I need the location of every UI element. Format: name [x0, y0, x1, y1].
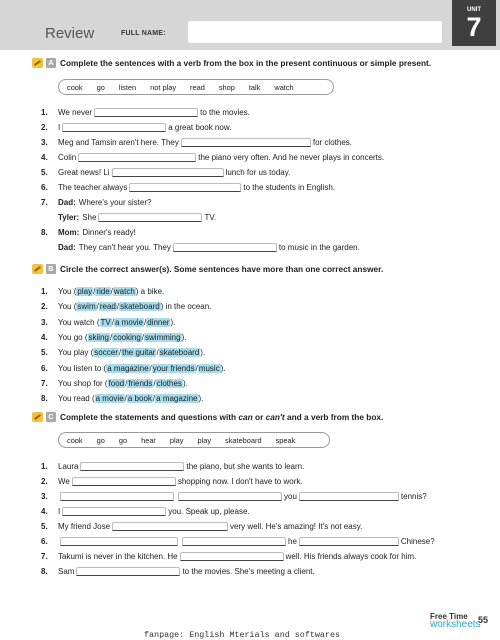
word-box-item: play	[169, 435, 184, 445]
list-item	[41, 520, 363, 531]
instruction-text: Complete the statements and questions with	[60, 412, 239, 422]
answer-option[interactable]: a magazine	[107, 364, 149, 373]
list-item	[41, 475, 303, 486]
sentence-text: You listen to (	[58, 364, 107, 373]
list-item	[41, 550, 417, 561]
item-number: 1.	[41, 287, 48, 296]
list-item	[41, 331, 187, 342]
speaker-label: Mom:	[58, 228, 80, 237]
item-number: 8.	[41, 228, 48, 237]
answer-blank[interactable]	[98, 213, 202, 222]
answer-blank[interactable]	[178, 492, 282, 501]
word-box-item: listen	[118, 82, 137, 92]
option-separator: /	[116, 302, 120, 311]
item-number: 1.	[41, 462, 48, 471]
sentence-text: ) a bike.	[135, 287, 165, 296]
answer-blank[interactable]	[72, 477, 176, 486]
answer-option[interactable]: skiing	[88, 333, 109, 342]
sentence-text: to the movies. She's meeting a client.	[182, 567, 315, 576]
answer-blank[interactable]	[299, 492, 399, 501]
list-item	[41, 151, 385, 162]
list-item	[41, 392, 204, 403]
word-box-item: read	[190, 82, 205, 92]
list-item	[41, 136, 352, 147]
sentence-text: ).	[220, 364, 226, 373]
sentence-text: to the movies.	[200, 108, 250, 117]
answer-blank[interactable]	[181, 138, 311, 147]
list-item	[41, 490, 427, 501]
option-separator: /	[152, 394, 156, 403]
word-box-item: cook	[67, 435, 83, 445]
answer-blank[interactable]	[62, 507, 166, 516]
sentence-text: You play (	[58, 348, 94, 357]
list-item	[41, 285, 165, 296]
answer-option[interactable]: music	[198, 364, 220, 373]
option-separator: /	[156, 348, 159, 357]
sentence-text: I	[58, 507, 61, 516]
instruction-text: and a verb from the box.	[284, 412, 384, 422]
word-box-item: not play	[150, 82, 177, 92]
item-number: 5.	[41, 168, 48, 177]
sentence-text: a great book now.	[168, 123, 232, 132]
sentence-text: My friend Jose	[58, 522, 111, 531]
list-item	[41, 196, 152, 207]
brand-name: Free Time	[430, 612, 468, 621]
list-item	[41, 362, 226, 373]
answer-blank[interactable]	[62, 123, 166, 132]
answer-option[interactable]: friends	[128, 379, 153, 388]
page-number: 55	[478, 615, 489, 625]
pencil-icon	[32, 264, 43, 274]
section-b-heading	[32, 264, 383, 274]
sentence-text: Dinner's ready!	[82, 228, 136, 237]
section-c-heading	[32, 412, 383, 422]
answer-option[interactable]: ride	[96, 287, 110, 296]
list-item	[58, 241, 360, 252]
sentence-text: You shop for (	[58, 379, 108, 388]
list-item	[58, 211, 216, 222]
option-separator: /	[93, 287, 96, 296]
option-separator: /	[118, 348, 122, 357]
item-number: 1.	[41, 108, 48, 117]
answer-option[interactable]: clothes	[156, 379, 182, 388]
sentence-text: We never	[58, 108, 93, 117]
list-item	[41, 226, 136, 237]
item-number: 2.	[41, 302, 48, 311]
word-box-item: cook	[67, 82, 83, 92]
sentence-text: to music in the garden.	[278, 243, 360, 252]
word-box-item: go	[118, 435, 128, 445]
word-box-item: speak	[275, 435, 296, 445]
list-item	[41, 166, 291, 177]
answer-blank[interactable]	[182, 537, 286, 546]
sentence-text: tennis?	[400, 492, 427, 501]
sentence-text: We	[58, 477, 70, 486]
answer-blank[interactable]	[180, 552, 284, 561]
sentence-text: She	[82, 213, 97, 222]
option-separator: /	[111, 318, 114, 327]
sentence-text: he	[288, 537, 297, 546]
word-box-item: shop	[218, 82, 235, 92]
list-item	[41, 121, 232, 132]
list-item	[41, 316, 176, 327]
sentence-text: ).	[170, 318, 176, 327]
sentence-text: I	[58, 123, 61, 132]
fanpage-note: fanpage: English Mterials and softwares	[144, 630, 341, 640]
item-number: 2.	[41, 477, 48, 486]
option-separator: /	[195, 364, 198, 373]
item-number: 3.	[41, 318, 48, 327]
word-box-item: go	[96, 435, 105, 445]
sentence-text: You watch (	[58, 318, 100, 327]
answer-option[interactable]: read	[99, 302, 116, 311]
item-number: 7.	[41, 198, 48, 207]
item-number: 5.	[41, 348, 48, 357]
sentence-text: ).	[198, 394, 204, 403]
brand-sub: worksheets	[430, 619, 481, 630]
item-number: 8.	[41, 567, 48, 576]
list-item	[41, 377, 188, 388]
section-c-letter: C	[46, 412, 56, 422]
section-a-word-box	[58, 79, 334, 95]
answer-option[interactable]: skateboard	[159, 348, 200, 357]
section-a-letter: A	[46, 58, 56, 68]
sentence-text: You (	[58, 302, 77, 311]
option-separator: /	[110, 287, 113, 296]
sentence-text: You read (	[58, 394, 95, 403]
item-number: 3.	[41, 492, 48, 501]
sentence-text: shopping now. I don't have to work.	[177, 477, 303, 486]
answer-option[interactable]: the guitar	[122, 348, 156, 357]
item-number: 6.	[41, 183, 48, 192]
full-name-label: FULL NAME:	[121, 30, 166, 37]
answer-option[interactable]: cooking	[113, 333, 141, 342]
answer-blank[interactable]	[299, 537, 399, 546]
answer-option[interactable]: a magazine	[156, 394, 198, 403]
sentence-text: You go (	[58, 333, 88, 342]
answer-option[interactable]: play	[77, 287, 93, 296]
page-title: Review	[45, 25, 95, 42]
answer-blank[interactable]	[80, 462, 184, 471]
section-c-instruction	[60, 412, 383, 422]
option-separator: /	[153, 379, 156, 388]
answer-option[interactable]: a book	[127, 394, 152, 403]
sentence-text: ) in the ocean.	[160, 302, 212, 311]
list-item	[41, 535, 435, 546]
answer-option[interactable]: dinner	[147, 318, 170, 327]
pencil-icon	[32, 412, 43, 422]
sentence-text: They can't hear you. They	[78, 243, 171, 252]
answer-option[interactable]: your friends	[152, 364, 195, 373]
sentence-text: you. Speak up, please.	[168, 507, 250, 516]
instruction-cant: can't	[265, 412, 285, 422]
list-item	[41, 106, 250, 117]
answer-option[interactable]: skateboard	[120, 302, 160, 311]
item-number: 4.	[41, 507, 48, 516]
answer-blank[interactable]	[129, 183, 241, 192]
answer-blank[interactable]	[94, 108, 198, 117]
sentence-text: Chinese?	[400, 537, 435, 546]
brand-logo	[430, 612, 481, 630]
word-box-item: play	[197, 435, 212, 445]
option-separator: /	[124, 394, 127, 403]
list-item	[41, 460, 305, 471]
option-separator: /	[125, 379, 128, 388]
answer-blank[interactable]	[60, 492, 174, 501]
word-box-item: watch	[274, 82, 294, 92]
item-number: 4.	[41, 153, 48, 162]
pencil-icon	[32, 58, 43, 68]
sentence-text: Where's your sister?	[78, 198, 152, 207]
answer-blank[interactable]	[78, 153, 196, 162]
word-box-item: skateboard	[225, 435, 262, 445]
option-separator: /	[144, 318, 147, 327]
answer-option[interactable]: a movie	[95, 394, 124, 403]
list-item	[41, 565, 315, 576]
word-box-item: hear	[141, 435, 156, 445]
sentence-text: ).	[200, 348, 206, 357]
sentence-text: Sam	[58, 567, 75, 576]
word-box-item: talk	[248, 82, 261, 92]
section-a-instruction: Complete the sentences with a verb from the box in the present continuous or simple present.	[60, 58, 432, 68]
sentence-text: you	[284, 492, 297, 501]
answer-option[interactable]: soccer	[94, 348, 118, 357]
sentence-text: Great news! Li	[58, 168, 110, 177]
sentence-text: well. His friends always cook for him.	[285, 552, 417, 561]
sentence-text: for clothes.	[312, 138, 352, 147]
section-c-word-box	[58, 432, 330, 448]
sentence-text: TV.	[204, 213, 217, 222]
answer-option[interactable]: swimming	[145, 333, 181, 342]
sentence-text: You (	[58, 287, 77, 296]
page-header	[0, 0, 500, 50]
item-number: 6.	[41, 364, 48, 373]
option-separator: /	[141, 333, 145, 342]
option-separator: /	[149, 364, 152, 373]
answer-blank[interactable]	[60, 537, 178, 546]
full-name-field[interactable]	[188, 21, 442, 43]
item-number: 2.	[41, 123, 48, 132]
answer-blank[interactable]	[112, 522, 228, 531]
section-b-letter: B	[46, 264, 56, 274]
item-number: 7.	[41, 552, 48, 561]
instruction-text: or	[252, 412, 266, 422]
sentence-text: the piano very often. And he never plays in concerts.	[198, 153, 385, 162]
section-a-heading	[32, 58, 431, 68]
item-number: 3.	[41, 138, 48, 147]
unit-label: UNIT	[467, 7, 481, 13]
speaker-label: Dad:	[58, 198, 76, 207]
answer-option[interactable]: watch	[113, 287, 135, 296]
instruction-can: can	[238, 412, 253, 422]
item-number: 7.	[41, 379, 48, 388]
option-separator: /	[96, 302, 99, 311]
sentence-text: Colin	[58, 153, 77, 162]
sentence-text: very well. He's amazing! It's not easy.	[230, 522, 363, 531]
answer-blank[interactable]	[76, 567, 180, 576]
speaker-label: Tyler:	[58, 213, 80, 222]
unit-number: 7	[466, 12, 482, 42]
answer-option[interactable]: a movie	[114, 318, 143, 327]
answer-option[interactable]: TV	[100, 318, 111, 327]
section-b-instruction: Circle the correct answer(s). Some sentences have more than one correct answer.	[60, 264, 384, 274]
sentence-text: Meg and Tamsin aren't here. They	[58, 138, 179, 147]
item-number: 5.	[41, 522, 48, 531]
answer-blank[interactable]	[112, 168, 224, 177]
item-number: 8.	[41, 394, 48, 403]
answer-blank[interactable]	[173, 243, 277, 252]
item-number: 4.	[41, 333, 48, 342]
list-item	[41, 505, 250, 516]
sentence-text: the piano, but she wants to learn.	[186, 462, 305, 471]
sentence-text: ).	[182, 379, 188, 388]
list-item	[41, 181, 335, 192]
sentence-text: Laura	[58, 462, 79, 471]
sentence-text: lunch for us today.	[225, 168, 291, 177]
item-number: 6.	[41, 537, 48, 546]
option-separator: /	[109, 333, 113, 342]
sentence-text: Takumi is never in the kitchen. He	[58, 552, 178, 561]
answer-option[interactable]: food	[108, 379, 125, 388]
sentence-text: ).	[181, 333, 187, 342]
answer-option[interactable]: swim	[77, 302, 96, 311]
list-item	[41, 346, 206, 357]
list-item	[41, 300, 212, 311]
word-box-item: go	[96, 82, 105, 92]
sentence-text: to the students in English.	[243, 183, 335, 192]
speaker-label: Dad:	[58, 243, 76, 252]
sentence-text: The teacher always	[58, 183, 128, 192]
unit-badge	[452, 0, 496, 46]
